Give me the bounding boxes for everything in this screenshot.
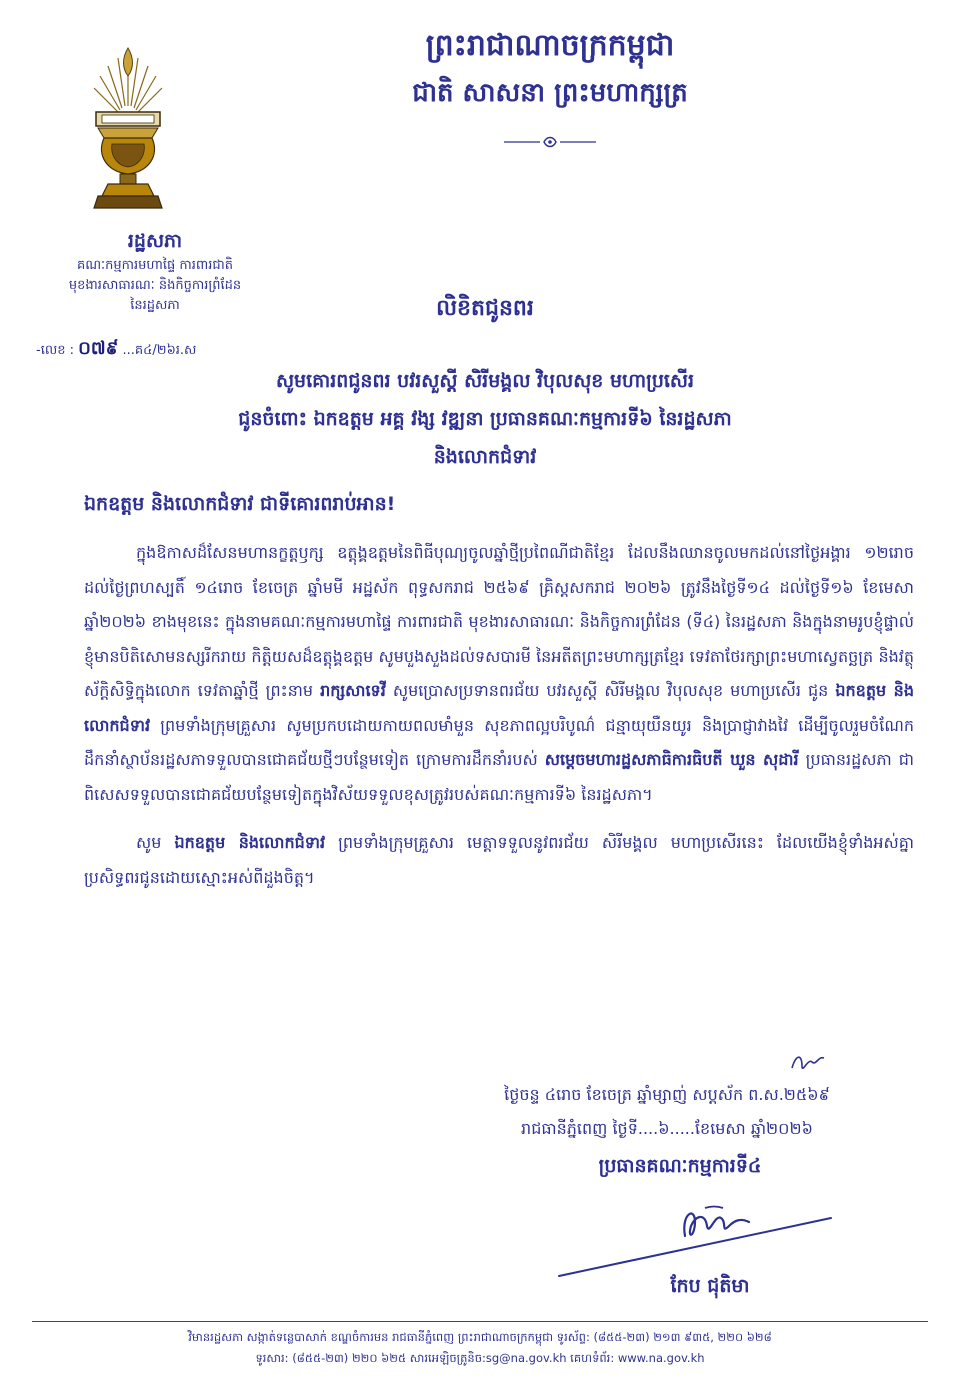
parliament-emblem-icon — [78, 46, 178, 216]
ornament-divider-icon — [500, 132, 600, 152]
ref-suffix: ...គ៤/២៦រ.ស — [122, 343, 197, 358]
handwritten-signature — [545, 1196, 845, 1286]
reference-number — [36, 336, 196, 363]
paragraph-2 — [84, 826, 914, 895]
ref-number: ០៧៩ — [78, 338, 119, 359]
subject-line-2: ជូនចំពោះ ឯកឧត្តម អគ្គ វង្ស វឌ្ឍនា ប្រធានគណៈកម្មការទី៦ នៃរដ្ឋសភា — [238, 408, 732, 430]
lunar-date: ថ្ងៃចន្ទ ៤រោច ខែចេត្រ ឆ្នាំម្សាញ់ សប្តស័ក ព.ស.២៥៦៩ — [504, 1085, 830, 1104]
letter-title: លិខិតជូនពរ — [436, 295, 534, 321]
commission-line-3: នៃរដ្ឋសភា — [130, 298, 180, 313]
paragraph-1-text-d: ប្រធានរដ្ឋសភា ជាពិសេសទទួលបានជោគជ័យបន្ថែមទៀតក្នុងវិស័យទទួលខុសត្រូវរបស់គណៈកម្មការទី៦ នៃរដ្ឋសភា។ — [84, 750, 914, 804]
recipient-name-2: ឯកឧត្តម និងលោកជំទាវ — [174, 833, 326, 852]
paragraph-1-text-c: ព្រមទាំងក្រុមគ្រួសារ សូមប្រកបដោយកាយពលមាំមួន សុខភាពល្អបរិបូណ៌ ជន្មាយុយឺនយូរ និងប្រាជ្ញាវាងវៃ ដើម្បីចូលរួមចំណែកដឹកនាំស្ថាប័នរដ្ឋសភាទទួលបានជោគជ័យថ្មីៗបន្ថែមទៀត ក្រោមការដឹកនាំរបស់ — [84, 715, 914, 769]
subject-line-1: សូមគោរពជូនពរ បវរសួស្តី សិរីមង្គល វិបុលសុខ មហាប្រសើរ — [275, 370, 695, 392]
salutation: ឯកឧត្តម និងលោកជំទាវ ជាទីគោរពរាប់អាន! — [84, 493, 396, 515]
institution-name: រដ្ឋសភា — [127, 230, 183, 252]
president-name: សម្តេចមហារដ្ឋសភាធិការធិបតី ឃួន សុដារី — [544, 750, 799, 769]
subject-block — [60, 362, 910, 476]
kingdom-heading: ព្រះរាជាណាចក្រកម្ពុជា — [425, 28, 675, 63]
initials-mark — [788, 1048, 828, 1078]
paragraph-1-text-b: សូមប្រោសប្រទានពរជ័យ បវរសួស្តី សិរីមង្គល វិបុលសុខ មហាប្រសើរ ជូន — [385, 681, 836, 700]
subject-line-3: និងលោកជំទាវ — [433, 446, 537, 468]
footer-address: វិមានរដ្ឋសភា សង្កាត់ទន្លេបាសាក់ ខណ្ឌចំការមន រាជធានីភ្នំពេញ ព្រះរាជាណាចក្រកម្ពុជា ទូរស័ព្ទ: (៨៥៥-២៣) ២១៣ ៩៣៥, ២២០ ៦២៨ — [188, 1330, 772, 1344]
paragraph-2-text-a: សូម — [136, 833, 175, 852]
footer-contact: ទូរសារ: (៨៥៥-២៣) ២២០ ៦២៥ សារអេឡិចត្រូនិច:sg@na.gov.kh គេហទំព័រ: www.na.gov.kh — [255, 1351, 705, 1365]
footer-divider — [32, 1321, 928, 1322]
commission-line-1: គណៈកម្មការមហាផ្ទៃ ការពារជាតិ — [77, 258, 233, 273]
signer-role: ប្រធានគណៈកម្មការទី៤ — [598, 1155, 762, 1177]
commission-line-2: មុខងារសាធារណៈ និងកិច្ចការព្រំដែន — [68, 278, 242, 293]
paragraph-1-text-a: ក្នុងឱកាសដ៏សែនមហានក្ខត្តឫក្ស ឧត្តុង្គឧត្តមនៃពិធីបុណ្យចូលឆ្នាំថ្មីប្រពៃណីជាតិខ្មែរ ដែលនឹងឈានចូលមកដល់នៅថ្ងៃអង្គារ ១២រោច ដល់ថ្ងៃព្រហស្បតិ៍ ១៤រោច ខែចេត្រ ឆ្នាំមមី អដ្ឋស័ក ពុទ្ធសករាជ ២៥៦៩ គ្រិស្តសករាជ ២០២៦ ត្រូវនឹងថ្ងៃទី១៤ ដល់ថ្ងៃទី១៦ ខែមេសា ឆ្នាំ២០២៦ ខាងមុខនេះ ក្នុងនាមគណៈកម្មការមហាផ្ទៃ ការពារជាតិ មុខងារសាធារណៈ និងកិច្ចការព្រំដែន (ទី៤) នៃរដ្ឋសភា និងក្នុងនាមរូបខ្ញុំផ្ទាល់ ខ្ញុំមានបិតិសោមនស្សរីករាយ កិត្តិយសដ៏ឧត្តុង្គឧត្តម សូមបួងសួងដល់ទសបារមី នៃអតីតព្រះមហាក្សត្រខ្មែរ ទេវតាថែរក្សាព្រះមហាស្វេតច្ឆត្រ និងវត្ថុស័ក្តិសិទ្ធិក្នុងលោក ទេវតាឆ្នាំថ្មី ព្រះនាម — [84, 543, 914, 700]
deity-name: រាក្សសាទេវី — [320, 681, 386, 700]
paragraph-1 — [84, 536, 914, 812]
ref-prefix: -លេខ : — [36, 343, 74, 358]
solar-date: រាជធានីភ្នំពេញ ថ្ងៃទី....៦.....ខែមេសា ឆ្នាំ២០២៦ — [521, 1119, 813, 1138]
paragraph-2-text-b: ព្រមទាំងក្រុមគ្រួសារ មេត្តាទទួលនូវពរជ័យ សិរីមង្គល មហាប្រសើរនេះ ដែលយើងខ្ញុំទាំងអស់គ្នា ប្រសិទ្ធពរជូនដោយស្មោះអស់ពីដួងចិត្ត។ — [84, 833, 915, 887]
recipient-name: ឯកឧត្តម និងលោកជំទាវ — [84, 681, 914, 735]
signer-name: កែប ជុតិមា — [670, 1275, 750, 1297]
letter-body — [84, 536, 914, 895]
national-motto: ជាតិ សាសនា ព្រះមហាក្សត្រ — [412, 78, 688, 108]
institution-block — [30, 226, 280, 316]
